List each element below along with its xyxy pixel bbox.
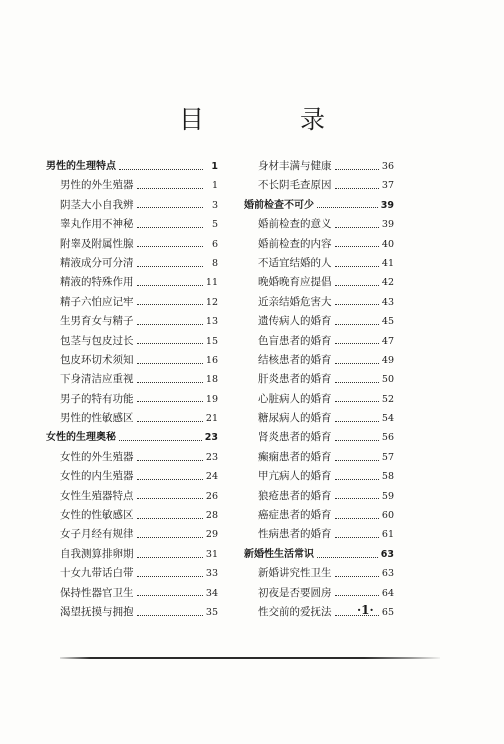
toc-entry [46, 409, 218, 428]
toc-entry-page: 35 [205, 606, 218, 618]
toc-entry [244, 273, 394, 292]
toc-entry-title: 生男育女与精子 [60, 315, 134, 328]
toc-entry-page: 23 [204, 432, 218, 444]
toc-entry [46, 603, 218, 622]
toc-entry-title: 女性的生理奥秘 [46, 432, 116, 444]
toc-entry-title: 渴望抚摸与拥抱 [60, 605, 134, 618]
toc-entry-page: 21 [205, 413, 218, 425]
toc-entry-title: 色盲患者的婚育 [258, 334, 332, 347]
toc-entry-page: 33 [205, 568, 218, 580]
dot-leader [137, 284, 203, 286]
toc-entry-page: 3 [211, 199, 218, 211]
toc-entry-page: 34 [205, 587, 218, 599]
toc-entry-title: 精子六怕应记牢 [60, 295, 134, 308]
toc-entry-page: 16 [205, 354, 218, 366]
toc-entry [46, 584, 218, 603]
toc-section-heading [244, 545, 394, 564]
toc-entry [244, 254, 394, 273]
toc-entry [46, 273, 218, 292]
dot-leader [137, 420, 203, 422]
dot-leader [335, 362, 379, 364]
dot-leader [137, 362, 203, 364]
toc-entry-page: 19 [205, 393, 218, 405]
dot-leader [137, 303, 203, 305]
toc-entry-page: 63 [380, 548, 394, 560]
dot-leader [119, 439, 202, 441]
toc-entry [46, 506, 218, 525]
dot-leader [137, 536, 203, 538]
toc-entry [244, 448, 394, 467]
dot-leader [137, 575, 203, 577]
dot-leader [137, 594, 203, 596]
toc-entry [244, 467, 394, 486]
dot-leader [335, 381, 379, 383]
toc-entry [46, 254, 218, 273]
toc-entry-page: 50 [381, 374, 394, 386]
toc-entry [244, 293, 394, 312]
dot-leader [137, 556, 203, 558]
dot-leader [335, 400, 379, 402]
toc-entry [244, 487, 394, 506]
toc-entry [244, 215, 394, 234]
toc-entry-page: 12 [205, 296, 218, 308]
toc-entry-page: 63 [381, 568, 394, 580]
toc-entry-title: 癌症患者的婚育 [258, 509, 332, 522]
toc-entry-page: 52 [381, 393, 394, 405]
dot-leader [335, 439, 379, 441]
toc-entry-title: 近亲结婚危害大 [258, 295, 332, 308]
toc-entry [244, 235, 394, 254]
toc-entry [46, 215, 218, 234]
toc-entry-page: 1 [211, 180, 218, 192]
toc-entry-title: 包茎与包皮过长 [60, 334, 134, 347]
toc-entry-page: 6 [211, 238, 218, 250]
toc-entry [244, 370, 394, 389]
dot-leader [335, 459, 379, 461]
toc-entry-page: 43 [381, 296, 394, 308]
dot-leader [335, 323, 379, 325]
toc-entry [46, 390, 218, 409]
toc-entry-title: 结核患者的婚育 [258, 353, 332, 366]
dot-leader [137, 323, 203, 325]
toc-right-column [244, 157, 394, 622]
dot-leader [137, 226, 204, 228]
toc-entry-title: 包皮环切术须知 [60, 353, 134, 366]
dot-leader [137, 187, 204, 189]
toc-entry-page: 64 [381, 587, 394, 599]
toc-entry-page: 23 [205, 451, 218, 463]
dot-leader [335, 187, 379, 189]
toc-entry-page: 45 [381, 316, 394, 328]
toc-entry-title: 婚前检查的内容 [258, 237, 332, 250]
toc-entry [46, 332, 218, 351]
toc-entry-page: 54 [381, 413, 394, 425]
dot-leader [137, 381, 203, 383]
toc-entry [46, 293, 218, 312]
toc-entry-page: 15 [205, 335, 218, 347]
toc-entry-title: 不适宜结婚的人 [258, 256, 332, 269]
dot-leader [137, 459, 203, 461]
toc-section-heading [244, 196, 394, 215]
toc-entry-page: 61 [381, 529, 394, 541]
dot-leader [137, 517, 203, 519]
toc-entry-page: 40 [381, 238, 394, 250]
toc-entry-page: 8 [211, 257, 218, 269]
dot-leader [335, 497, 379, 499]
toc-entry-title: 婚前检查的意义 [258, 218, 332, 231]
toc-entry [244, 390, 394, 409]
toc-entry [244, 506, 394, 525]
toc-entry [46, 176, 218, 195]
toc-entry-title: 附睾及附属性腺 [60, 237, 134, 250]
bottom-rule [60, 657, 440, 659]
toc-entry-title: 初夜是否要圆房 [258, 586, 332, 599]
toc-entry [46, 235, 218, 254]
toc-entry-title: 男子的特有功能 [60, 392, 134, 405]
dot-leader [317, 556, 378, 558]
page-number: ·1· [357, 603, 374, 617]
toc-entry-page: 47 [381, 335, 394, 347]
toc-entry-title: 肝炎患者的婚育 [258, 373, 332, 386]
toc-entry-page: 13 [205, 316, 218, 328]
toc-entry-page: 60 [381, 510, 394, 522]
toc-entry-page: 11 [205, 277, 218, 289]
dot-leader [137, 265, 204, 267]
toc-entry [244, 176, 394, 195]
toc-entry-page: 5 [211, 219, 218, 231]
toc-entry-title: 心脏病人的婚育 [258, 392, 332, 405]
dot-leader [335, 226, 379, 228]
toc-entry-title: 糖尿病人的婚育 [258, 412, 332, 425]
toc-entry-page: 39 [380, 199, 394, 211]
toc-entry-page: 49 [381, 354, 394, 366]
page-title: 目 录 [179, 105, 369, 134]
toc-entry [244, 525, 394, 544]
toc-entry [46, 467, 218, 486]
toc-entry-title: 睾丸作用不神秘 [60, 218, 134, 231]
toc-entry-title: 男性的性敏感区 [60, 412, 134, 425]
toc-entry [46, 312, 218, 331]
toc-entry-title: 女性的外生殖器 [60, 450, 134, 463]
toc-entry-title: 癫痫患者的婚育 [258, 450, 332, 463]
dot-leader [335, 420, 379, 422]
toc-entry-page: 24 [205, 471, 218, 483]
dot-leader [335, 575, 379, 577]
toc-entry-title: 自我测算排卵期 [60, 547, 134, 560]
toc-entry-page: 36 [381, 161, 394, 172]
toc-entry-page: 42 [381, 277, 394, 289]
toc-entry-page: 28 [205, 510, 218, 522]
toc-entry [244, 157, 394, 176]
toc-entry-page: 56 [381, 432, 394, 444]
dot-leader [335, 594, 379, 596]
toc-entry [46, 487, 218, 506]
dot-leader [335, 303, 379, 305]
toc-entry-page: 57 [381, 451, 394, 463]
dot-leader [335, 536, 379, 538]
toc-entry [244, 351, 394, 370]
toc-entry-title: 男性的生理特点 [46, 161, 116, 172]
toc-entry-title: 新婚讲究性卫生 [258, 567, 332, 580]
toc-entry-title: 十女九带话白带 [60, 567, 134, 580]
toc-entry-page: 58 [381, 471, 394, 483]
toc-entry-title: 不长阴毛查原因 [258, 179, 332, 192]
toc-entry-page: 1 [211, 161, 218, 172]
toc-entry [244, 312, 394, 331]
toc-entry-page: 31 [205, 548, 218, 560]
toc-entry-title: 下身清洁应重视 [60, 373, 134, 386]
toc-entry-page: 41 [381, 257, 394, 269]
toc-entry-title: 新婚性生活常识 [244, 548, 314, 560]
toc-entry-page: 37 [381, 180, 394, 192]
toc-entry-page: 65 [381, 606, 394, 618]
toc-entry-page: 39 [381, 219, 394, 231]
toc-entry-title: 晚婚晚育应提倡 [258, 276, 332, 289]
toc-entry-title: 肾炎患者的婚育 [258, 431, 332, 444]
dot-leader [137, 342, 203, 344]
toc-entry [46, 545, 218, 564]
toc-section-heading [46, 428, 218, 447]
toc-entry-title: 性交前的爱抚法 [258, 605, 332, 618]
dot-leader [137, 400, 203, 402]
dot-leader [335, 245, 379, 247]
toc-entry [244, 428, 394, 447]
dot-leader [335, 342, 379, 344]
toc-entry-title: 男性的外生殖器 [60, 179, 134, 192]
toc-entry-title: 遗传病人的婚育 [258, 315, 332, 328]
dot-leader [335, 478, 379, 480]
toc-entry-page: 18 [205, 374, 218, 386]
toc-entry [46, 564, 218, 583]
toc-left-column [46, 157, 218, 622]
toc-entry [244, 564, 394, 583]
dot-leader [137, 206, 204, 208]
toc-entry-title: 女子月经有规律 [60, 528, 134, 541]
toc-entry [46, 351, 218, 370]
toc-entry-title: 甲亢病人的婚育 [258, 470, 332, 483]
toc-entry-title: 女性生殖器特点 [60, 489, 134, 502]
toc-entry-page: 26 [205, 490, 218, 502]
dot-leader [137, 478, 203, 480]
toc-entry [46, 196, 218, 215]
toc-entry-title: 精液的特殊作用 [60, 276, 134, 289]
dot-leader [317, 206, 378, 208]
dot-leader [335, 284, 379, 286]
dot-leader [137, 614, 203, 616]
toc-entry [244, 409, 394, 428]
toc-entry [244, 332, 394, 351]
toc-entry-title: 性病患者的婚育 [258, 528, 332, 541]
toc-entry-title: 婚前检查不可少 [244, 199, 314, 211]
dot-leader [335, 517, 379, 519]
dot-leader [335, 168, 379, 170]
toc-entry-page: 29 [205, 529, 218, 541]
dot-leader [335, 265, 379, 267]
toc-entry-title: 精液成分可分清 [60, 256, 134, 269]
toc-entry-title: 女性的性敏感区 [60, 509, 134, 522]
toc-entry-title: 女性的内生殖器 [60, 470, 134, 483]
toc-entry-title: 身材丰满与健康 [258, 160, 332, 172]
toc-entry-page: 59 [381, 490, 394, 502]
toc-entry [46, 448, 218, 467]
toc-entry [46, 525, 218, 544]
dot-leader [119, 168, 203, 170]
dot-leader [137, 497, 203, 499]
toc-entry [244, 584, 394, 603]
toc-entry-title: 保持性器官卫生 [60, 586, 134, 599]
toc-entry-title: 阴茎大小自我辨 [60, 198, 134, 211]
toc-entry [46, 370, 218, 389]
toc-entry-title: 狼疮患者的婚育 [258, 489, 332, 502]
toc-section-heading [46, 157, 218, 176]
dot-leader [137, 245, 204, 247]
